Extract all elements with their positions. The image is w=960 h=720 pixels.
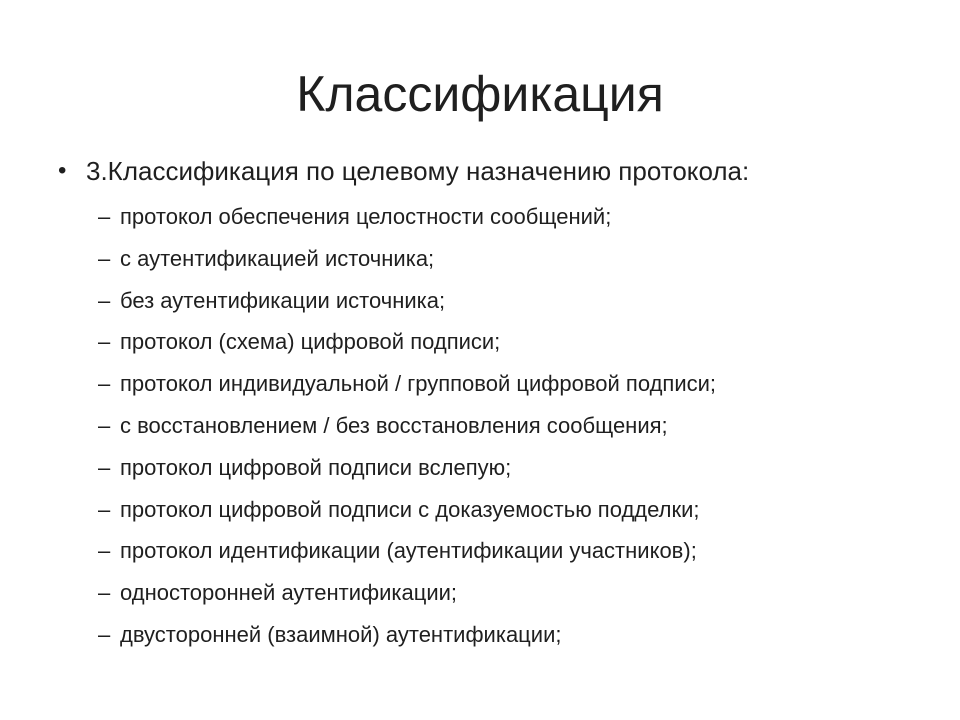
sub-item-text: протокол обеспечения целостности сообщений; <box>120 204 612 229</box>
sub-item <box>58 238 918 280</box>
dash-icon: – <box>98 621 111 647</box>
main-bullet <box>58 146 918 196</box>
dash-icon: – <box>98 412 111 438</box>
sub-item-text: протокол цифровой подписи с доказуемостью подделки; <box>120 496 700 522</box>
dash-icon: – <box>98 454 111 480</box>
dash-icon: – <box>98 538 111 564</box>
sub-item <box>58 489 918 531</box>
slide-content <box>58 146 918 656</box>
sub-item-text: протокол (схема) цифровой подписи; <box>120 329 501 355</box>
dash-icon: – <box>98 245 111 271</box>
sub-item <box>58 196 918 238</box>
sub-list <box>58 196 918 656</box>
sub-item-text: протокол идентификации (аутентификации участников); <box>120 538 697 564</box>
dash-icon: – <box>98 496 111 522</box>
dash-icon: – <box>98 371 111 397</box>
bullet-dot-icon: • <box>58 157 67 184</box>
dash-icon: – <box>98 287 111 313</box>
sub-item-text: протокол индивидуальной / групповой цифровой подписи; <box>120 371 717 397</box>
sub-item <box>58 447 918 489</box>
sub-item-text: без аутентификации источника; <box>120 287 446 313</box>
slide-title: Классификация <box>296 66 664 122</box>
sub-item <box>58 280 918 322</box>
dash-icon: – <box>98 329 111 355</box>
dash-icon: – <box>98 204 111 229</box>
sub-item <box>58 363 918 405</box>
sub-item <box>58 572 918 614</box>
sub-item <box>58 321 918 363</box>
sub-item-text: двусторонней (взаимной) аутентификации; <box>120 621 562 647</box>
main-bullet-text: 3.Классификация по целевому назначению протокола: <box>86 156 750 186</box>
sub-item-text: с восстановлением / без восстановления сообщения; <box>120 412 668 438</box>
dash-icon: – <box>98 580 111 606</box>
sub-item-text: с аутентификацией источника; <box>120 245 435 271</box>
sub-item <box>58 614 918 656</box>
sub-item <box>58 530 918 572</box>
sub-item-text: протокол цифровой подписи вслепую; <box>120 454 512 480</box>
sub-item <box>58 405 918 447</box>
sub-item-text: односторонней аутентификации; <box>120 580 458 606</box>
